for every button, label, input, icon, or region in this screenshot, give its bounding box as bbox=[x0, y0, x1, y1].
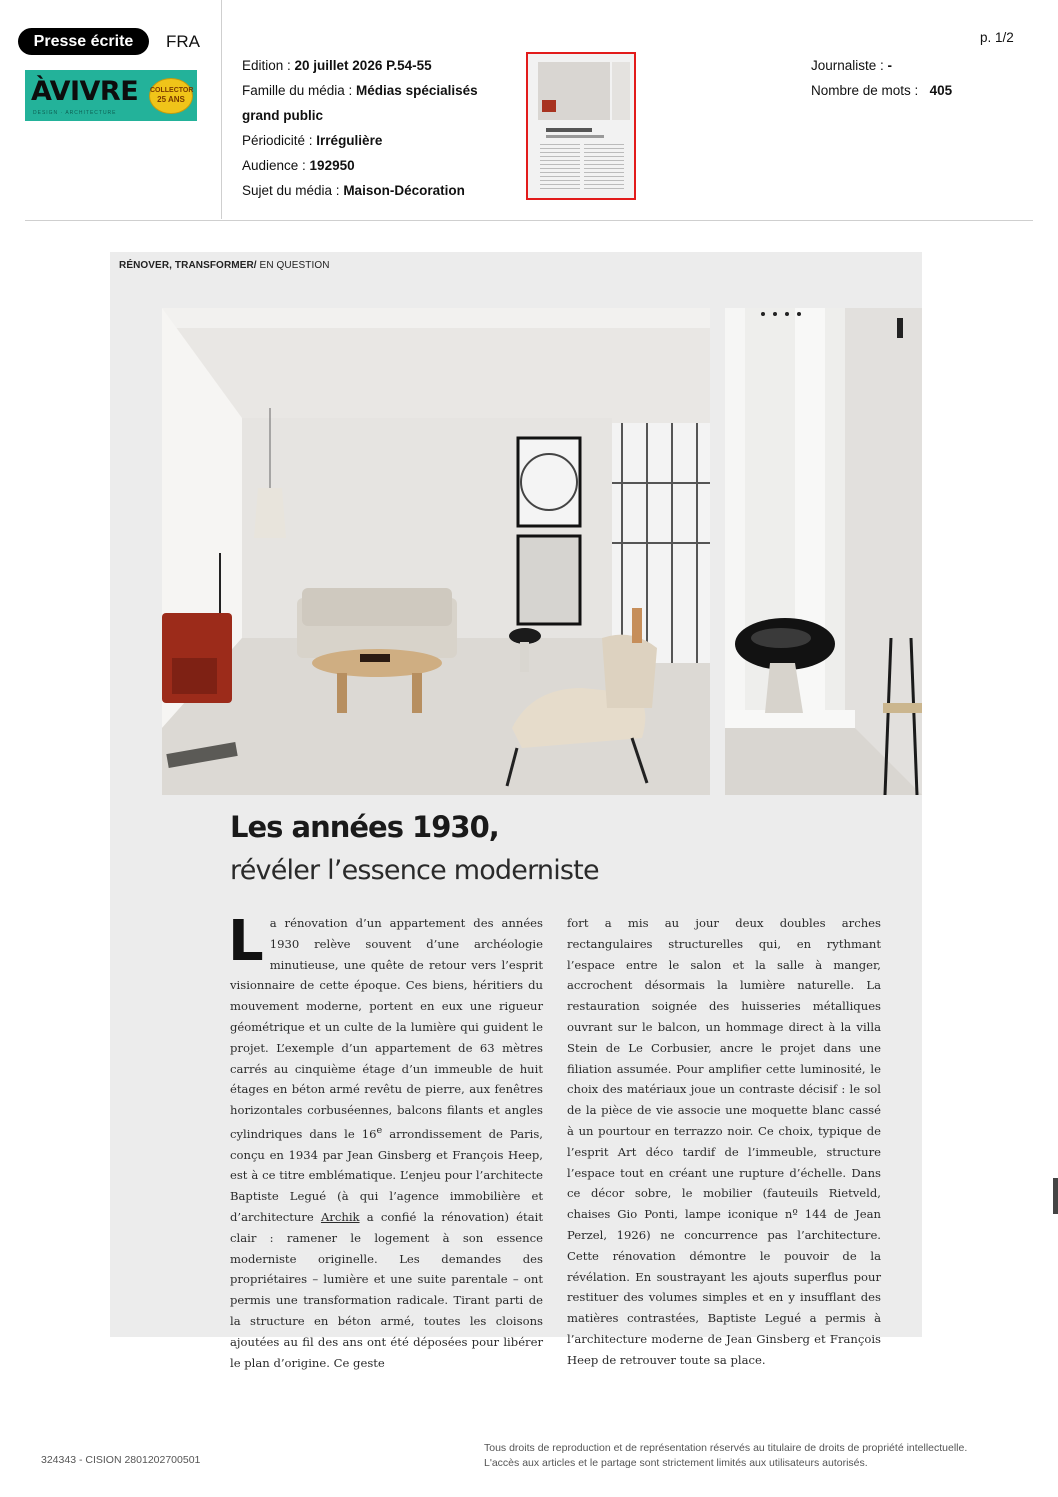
thumbnail-text-column bbox=[584, 144, 624, 192]
page-edge-marker bbox=[1053, 1178, 1058, 1214]
ordinal-suffix: e bbox=[376, 1124, 383, 1136]
article-subtitle: révéler l’essence moderniste bbox=[230, 855, 599, 886]
seal-bottom-text: 25 ANS bbox=[157, 95, 185, 104]
audience-value: 192950 bbox=[309, 158, 355, 173]
famille-row bbox=[242, 78, 478, 103]
body-text: a rénovation d’un appartement des années 1930 relève souvent d’une archéologie minutieuse, une quête de retour vers l’esprit visionnaire de cette époque. Ces biens, héritiers du mouvement moderne, portent en eux une rigueur géométrique et un culte de la lumière qui guident le projet. L’exemple d’un appartement de 63 mètres carrés au cinquième étage d’un immeuble de huit étages en béton armé revêtu de pierre, aux fenêtres horizontales corbuséennes, balcons filants et angles cylindriques dans le 16 bbox=[230, 916, 543, 1141]
section-header bbox=[119, 260, 330, 271]
body-text: a confié la rénovation) était clair : ramener le logement à son essence moderniste originelle. Les demandes des propriétaires – lumière et une suite parentale – ont permis une transformation radicale. Tirant parti de la structure en béton armé, toutes les cloisons ajoutées au fil des ans ont été déposées pour libérer le plan d’origine. Ce geste bbox=[230, 1210, 543, 1370]
journaliste-label: Journaliste : bbox=[811, 58, 888, 73]
article-column-left bbox=[228, 909, 543, 1373]
article-page bbox=[110, 252, 922, 1370]
periodicite-label: Périodicité : bbox=[242, 133, 317, 148]
section-header-bold: RÉNOVER, TRANSFORMER/ bbox=[119, 260, 257, 271]
journaliste-row bbox=[811, 53, 952, 78]
famille-value-continued: grand public bbox=[242, 108, 323, 123]
publication-logo bbox=[25, 70, 197, 121]
rights-notice bbox=[484, 1441, 967, 1471]
seal-top-text: COLLECTOR bbox=[150, 87, 194, 94]
document-id: 324343 - CISION 2801202700501 bbox=[41, 1454, 201, 1466]
logo-wordmark: ÀVIVRE bbox=[31, 76, 139, 107]
sujet-value: Maison-Décoration bbox=[343, 183, 465, 198]
section-header-rest: EN QUESTION bbox=[256, 260, 330, 271]
body-text: arrondissement de Paris, conçu en 1934 par Jean Ginsberg et François Heep, est à ce titre emblématique. L’enjeu pour l’architecte Baptiste Legué (à qui l’agence immobilière et d’architecture bbox=[230, 1126, 543, 1225]
drop-cap: L bbox=[228, 909, 264, 974]
thumbnail-text-column bbox=[540, 144, 580, 192]
thumbnail-subtitle-line bbox=[546, 135, 604, 138]
thumbnail-title-line bbox=[546, 128, 592, 132]
word-count-value: 405 bbox=[929, 83, 953, 98]
sujet-row bbox=[242, 178, 478, 203]
header-vertical-divider bbox=[221, 0, 222, 219]
page-number: p. 1/2 bbox=[980, 30, 1014, 45]
audience-label: Audience : bbox=[242, 158, 310, 173]
thumbnail-side-photo bbox=[612, 62, 630, 120]
living-room-photo bbox=[162, 308, 710, 795]
famille-value: Médias spécialisés bbox=[356, 83, 478, 98]
edition-label: Edition : bbox=[242, 58, 295, 73]
thumbnail-photo bbox=[538, 62, 610, 120]
media-type-badge: Presse écrite bbox=[18, 28, 149, 55]
periodicite-row bbox=[242, 128, 478, 153]
audience-row bbox=[242, 153, 478, 178]
language-code: FRA bbox=[166, 32, 200, 51]
sujet-label: Sujet du média : bbox=[242, 183, 344, 198]
rights-line: Tous droits de reproduction et de représentation réservés au titulaire de droits de propriété intellectuelle. bbox=[484, 1442, 968, 1454]
journaliste-value: - bbox=[887, 58, 893, 73]
header-horizontal-divider bbox=[25, 220, 1033, 221]
collector-seal bbox=[149, 78, 193, 114]
famille-label: Famille du média : bbox=[242, 83, 357, 98]
archik-link[interactable]: Archik bbox=[320, 1210, 360, 1225]
article-column-right: fort a mis au jour deux doubles arches rectangulaires structurelles qui, en rythmant l’espace entre le salon et la salle à manger, accrochent désormais la lumière naturelle. La restauration soignée des huisseries métalliques ouvrant sur le balcon, un hommage direct à la villa Stein de Le Corbusier, ancre le projet dans une filiation assumée. Pour amplifier cette luminosité, le choix des matériaux joue un contraste décisif : le sol de la pièce de vie associe une moquette blanc cassé à un pourtour en terrazzo noir. Ce choix, typique de l’esprit Art déco tardif de l’immeuble, structure l’espace tout en créant une rupture d’échelle. Dans ce décor sobre, le mobilier (fauteuils Rietveld, chaises Gio Ponti, lampe iconique nº 144 de Jean Perzel, 1926) ne concurrence pas l’architecture. Cette rénovation démontre le pouvoir de la révélation. En soustrayant les ajouts superflus pour restituer des volumes simples et en y insufflant des matières contrastées, Baptiste Legué a permis à l’architecture moderne de Jean Ginsberg et François Heep de retrouver toute sa place. bbox=[567, 916, 881, 1367]
edition-value: 20 juillet 2026 P.54-55 bbox=[294, 58, 432, 73]
periodicite-value: Irrégulière bbox=[316, 133, 383, 148]
article-stats bbox=[811, 53, 952, 103]
lamp-detail-photo bbox=[725, 308, 922, 795]
word-count-row bbox=[811, 78, 952, 103]
rights-line: L'accès aux articles et le partage sont strictement limités aux utilisateurs autorisés. bbox=[484, 1457, 868, 1469]
article-title: Les années 1930, bbox=[230, 810, 499, 844]
word-count-label: Nombre de mots : bbox=[811, 83, 923, 98]
page-thumbnail[interactable] bbox=[526, 52, 636, 200]
edition-row bbox=[242, 53, 478, 78]
logo-tagline: DESIGN · ARCHITECTURE bbox=[33, 110, 117, 116]
media-metadata bbox=[242, 53, 478, 203]
